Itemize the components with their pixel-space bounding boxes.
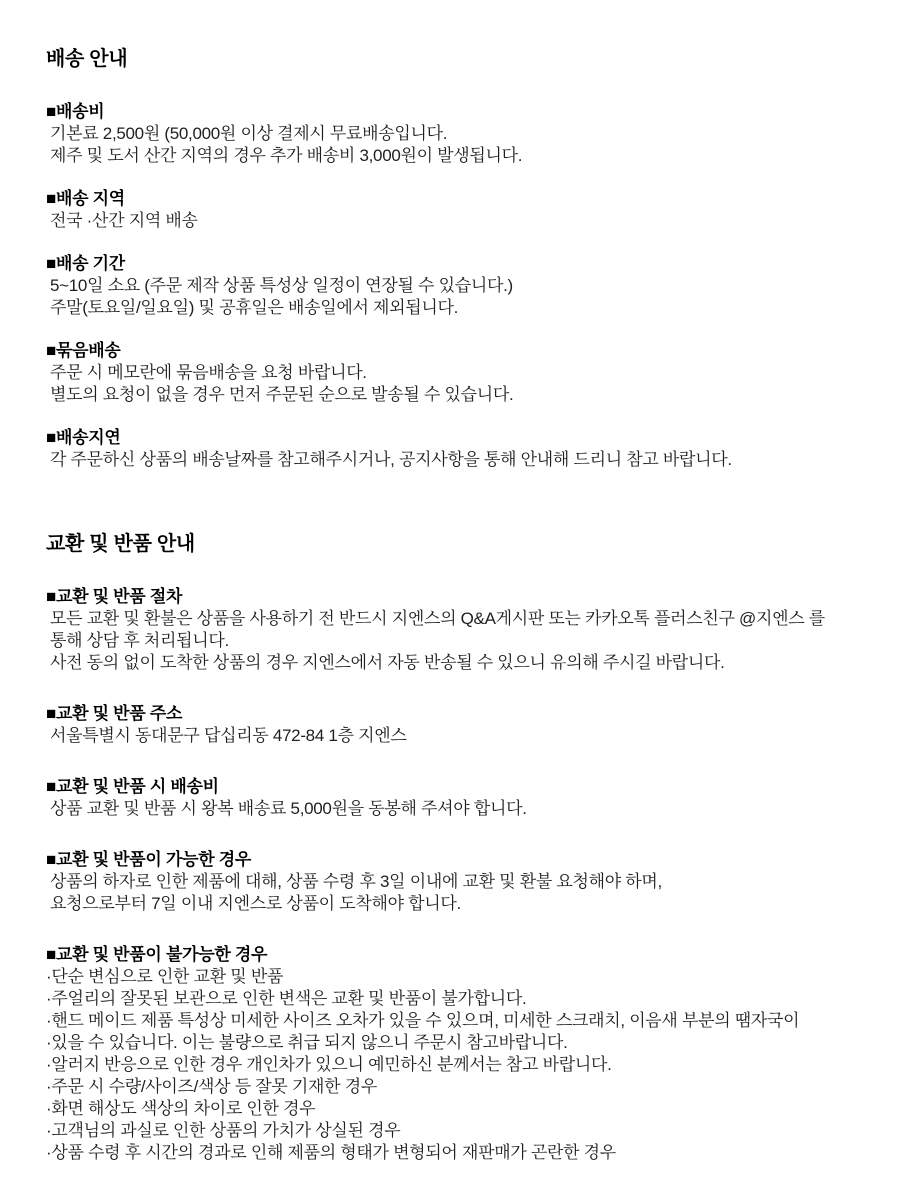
subsection-exchange-shipping-fee bbox=[46, 776, 880, 820]
subsection-shipping-fee bbox=[46, 101, 880, 167]
subsection-bundle-shipping bbox=[46, 340, 880, 406]
subsection-heading: ■교환 및 반품이 가능한 경우 bbox=[46, 850, 252, 869]
body-line: 각 주문하신 상품의 배송날짜를 참고해주시거나, 공지사항을 통해 안내해 드리니 참고 바랍니다. bbox=[50, 450, 732, 469]
body-line: 서울특별시 동대문구 답십리동 472-84 1층 지엔스 bbox=[50, 726, 407, 745]
body-line: 상품의 하자로 인한 제품에 대해, 상품 수령 후 3일 이내에 교환 및 환불 요청해야 하며, bbox=[50, 872, 662, 891]
subsection-shipping-period bbox=[46, 253, 880, 319]
section-shipping-guide bbox=[46, 46, 880, 471]
body-line: 사전 동의 없이 도착한 상품의 경우 지엔스에서 자동 반송될 수 있으니 유의해 주시길 바랍니다. bbox=[50, 653, 725, 672]
body-line: 주문 시 메모란에 묶음배송을 요청 바랍니다. bbox=[50, 363, 367, 382]
subsection-heading: ■교환 및 반품 시 배송비 bbox=[46, 777, 219, 796]
subsection-heading: ■배송지연 bbox=[46, 428, 121, 447]
subsection-heading: ■배송 지역 bbox=[46, 189, 125, 208]
bullet-line: ·화면 해상도 색상의 차이로 인한 경우 bbox=[46, 1099, 316, 1118]
exchange-return-guide-title: 교환 및 반품 안내 bbox=[46, 533, 195, 555]
subsection-heading: ■교환 및 반품 주소 bbox=[46, 704, 183, 723]
body-line: 5~10일 소요 (주문 제작 상품 특성상 일정이 연장될 수 있습니다.) bbox=[50, 276, 513, 295]
subsection-heading: ■배송비 bbox=[46, 102, 105, 121]
subsection-heading: ■교환 및 반품이 불가능한 경우 bbox=[46, 945, 268, 964]
body-line: 제주 및 도서 산간 지역의 경우 추가 배송비 3,000원이 발생됩니다. bbox=[50, 146, 523, 165]
subsection-heading: ■교환 및 반품 절차 bbox=[46, 587, 183, 606]
subsection-shipping-delay bbox=[46, 427, 880, 471]
body-line: 별도의 요청이 없을 경우 먼저 주문된 순으로 발송될 수 있습니다. bbox=[50, 385, 514, 404]
bullet-line: ·고객님의 과실로 인한 상품의 가치가 상실된 경우 bbox=[46, 1121, 401, 1140]
body-line: 상품 교환 및 반품 시 왕복 배송료 5,000원을 동봉해 주셔야 합니다. bbox=[50, 799, 527, 818]
bullet-line: ·주얼리의 잘못된 보관으로 인한 변색은 교환 및 반품이 불가합니다. bbox=[46, 989, 527, 1008]
shipping-guide-title: 배송 안내 bbox=[46, 48, 128, 70]
bullet-line: ·있을 수 있습니다. 이는 불량으로 취급 되지 않으니 주문시 참고바랍니다. bbox=[46, 1033, 568, 1052]
subsection-heading: ■배송 기간 bbox=[46, 254, 125, 273]
bullet-line: ·단순 변심으로 인한 교환 및 반품 bbox=[46, 967, 284, 986]
body-line: 전국 ·산간 지역 배송 bbox=[50, 211, 198, 230]
subsection-exchange-address bbox=[46, 703, 880, 747]
subsection-shipping-area bbox=[46, 188, 880, 232]
body-line: 주말(토요일/일요일) 및 공휴일은 배송일에서 제외됩니다. bbox=[50, 298, 459, 317]
bullet-line: ·알러지 반응으로 인한 경우 개인차가 있으니 예민하신 분께서는 참고 바랍니다. bbox=[46, 1055, 612, 1074]
subsection-exchange-impossible-cases bbox=[46, 944, 880, 1164]
section-exchange-return-guide bbox=[46, 531, 880, 1164]
body-line: 모든 교환 및 환불은 상품을 사용하기 전 반드시 지엔스의 Q&A게시판 또는 카카오톡 플러스친구 @지엔스 를 bbox=[50, 609, 825, 628]
bullet-line: ·주문 시 수량/사이즈/색상 등 잘못 기재한 경우 bbox=[46, 1077, 377, 1096]
body-line: 통해 상담 후 처리됩니다. bbox=[50, 631, 229, 650]
body-line: 기본료 2,500원 (50,000원 이상 결제시 무료배송입니다. bbox=[50, 124, 448, 143]
body-line: 요청으로부터 7일 이내 지엔스로 상품이 도착해야 합니다. bbox=[50, 894, 461, 913]
subsection-exchange-possible-cases bbox=[46, 849, 880, 915]
bullet-line: ·핸드 메이드 제품 특성상 미세한 사이즈 오차가 있을 수 있으며, 미세한 스크래치, 이음새 부분의 땜자국이 bbox=[46, 1011, 800, 1030]
bullet-line: ·상품 수령 후 시간의 경과로 인해 제품의 형태가 변형되어 재판매가 곤란한 경우 bbox=[46, 1143, 616, 1162]
subsection-exchange-process bbox=[46, 586, 880, 674]
subsection-heading: ■묶음배송 bbox=[46, 341, 121, 360]
